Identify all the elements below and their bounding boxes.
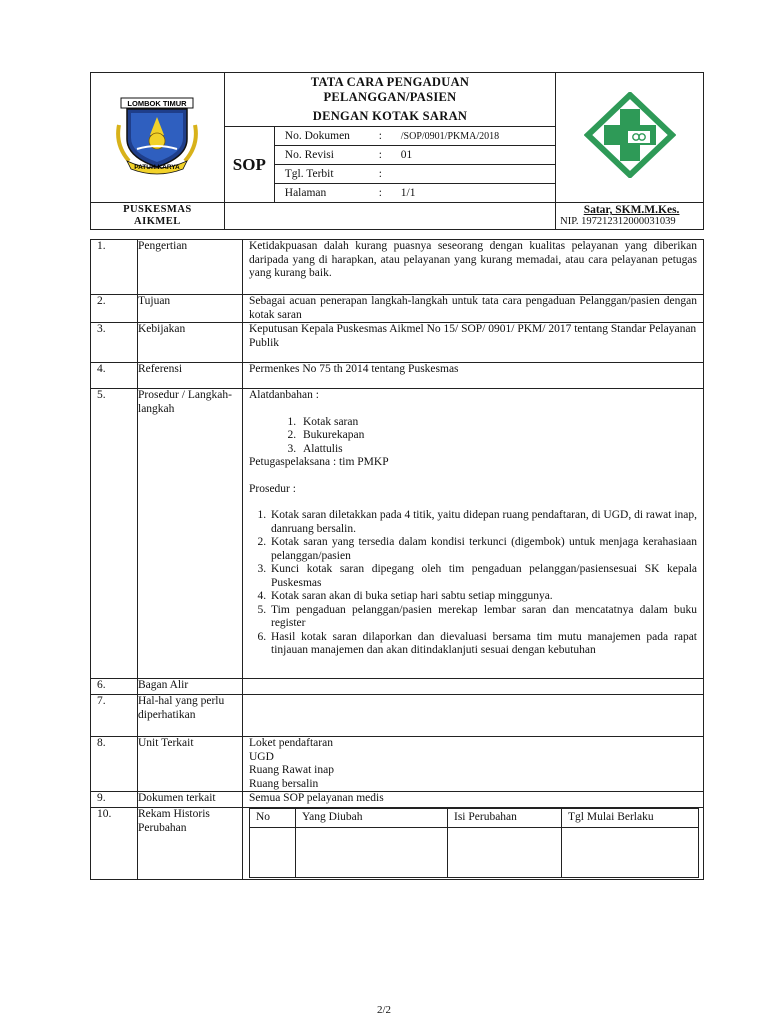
page-count: 1/1 xyxy=(400,187,416,200)
blank-footer-cell xyxy=(224,203,555,230)
signer-name: Satar, SKM.M.Kes. xyxy=(583,204,680,216)
list-item: 2. Bukurekapan xyxy=(299,429,697,443)
crest-ribbon-text: PATUH KARYA xyxy=(134,164,181,171)
table-row: 7. Hal-hal yang perlu diperhatikan xyxy=(91,695,704,737)
table-row: 10. Rekam Historis Perubahan No Yang Diubah Isi Perubahan Tgl Mulai Berlaku xyxy=(91,808,704,880)
table-row: 2. Tujuan Sebagai acuan penerapan langkah-langkah untuk tata cara pengaduan Pelanggan/pasien dengan kotak saran xyxy=(91,295,704,323)
table-row: 1. Pengertian Ketidakpuasan dalah kurang puasnya seseorang dengan kualitas pelayanan yang diberikan daripada yang di harapkan, atau pelayanan yang kurang memadai, atau cara pelayanan petugas yang kurang baik. xyxy=(91,240,704,295)
table-row: 8. Unit Terkait Loket pendaftaran UGD Ruang Rawat inap Ruang bersalin xyxy=(91,737,704,792)
column-header: Tgl Mulai Berlaku xyxy=(562,809,699,828)
list-item: 1. Kotak saran xyxy=(299,416,697,430)
tools-list xyxy=(249,416,697,457)
lombok-timur-crest-icon xyxy=(115,95,199,175)
document-meta: No. Dokumen : /SOP/0901/PKMA/2018 No. Revisi : 01 Tgl. Terbit : Halaman : 1/1 xyxy=(274,127,555,203)
list-item: 2. Kotak saran yang tersedia dalam kondisi terkunci (digembok) untuk menjaga kerahasiaan pelanggan/pasien xyxy=(269,536,697,563)
sop-label: SOP xyxy=(224,127,274,203)
list-item: 3. Kunci kotak saran dipegang oleh tim pengaduan pelanggan/pasiensesuai SK kepala Puskesmas xyxy=(269,563,697,590)
right-logo-cell xyxy=(556,73,704,203)
crest-top-text: LOMBOK TIMUR xyxy=(127,99,187,108)
table-row: 6. Bagan Alir xyxy=(91,679,704,695)
procedure-steps-list xyxy=(249,509,697,658)
puskesmas-green-cross-icon xyxy=(584,92,676,178)
procedure-row: 5. Prosedur / Langkah-langkah Alatdanbahan : 1. Kotak saran 2. Bukurekapan 3. Alattulis Petugaspelaksana : tim PMKP Prosedur : 1. Kotak saran diletakkan pada 4 titik, yaitu didepan ruang pendaftaran, di UGD, di rawat inap, danruang bersalin. 2. Kotak saran yang tersedia dalam kondisi terkunci (digembok) untuk menjaga kerahasiaan pelanggan/pasien 3. Kunci kotak saran dipegang oleh tim pengaduan pelanggan/pasiensesuai SK kepala Puskesmas 4. Kotak saran akan di buka setiap hari sabtu setiap minggunya. 5. Tim pengaduan pelanggan/pasien merekap lembar saran dan mencatatnya dalam buku register 6. Hasil kotak saran dilaporkan dan dievaluasi bersama tim mutu manajemen pada rapat tinjauan manajemen dan akan ditindaklanjuti sesuai dengan kebutuhan xyxy=(91,389,704,679)
signer-nip: NIP. 197212312000031039 xyxy=(560,216,676,227)
doc-number: /SOP/0901/PKMA/2018 xyxy=(400,130,500,142)
institution-name: PUSKESMAS AIKMEL xyxy=(91,203,225,230)
table-row: 4. Referensi Permenkes No 75 th 2014 tentang Puskesmas xyxy=(91,363,704,389)
related-units: Loket pendaftaran UGD Ruang Rawat inap Ruang bersalin xyxy=(243,737,704,792)
list-item: 5. Tim pengaduan pelanggan/pasien merekap lembar saran dan mencatatnya dalam buku register xyxy=(269,604,697,631)
list-item: 4. Kotak saran akan di buka setiap hari sabtu setiap minggunya. xyxy=(269,590,697,604)
table-row: 9. Dokumen terkait Semua SOP pelayanan medis xyxy=(91,792,704,808)
column-header: No xyxy=(250,809,296,828)
sop-content-table xyxy=(90,239,704,880)
list-item: 3. Alattulis xyxy=(299,443,697,457)
page-number: 2/2 xyxy=(376,1004,392,1016)
revision-number: 01 xyxy=(400,148,413,161)
list-item: 6. Hasil kotak saran dilaporkan dan dievaluasi bersama tim mutu manajemen pada rapat tinjauan manajemen dan akan ditindaklanjuti sesuai dengan kebutuhan xyxy=(269,631,697,658)
change-history-table xyxy=(249,808,699,878)
list-item: 1. Kotak saran diletakkan pada 4 titik, yaitu didepan ruang pendaftaran, di UGD, di rawat inap, danruang bersalin. xyxy=(269,509,697,536)
sop-header xyxy=(90,72,704,230)
column-header: Yang Diubah xyxy=(296,809,448,828)
procedure-content: Alatdanbahan : 1. Kotak saran 2. Bukurekapan 3. Alattulis Petugaspelaksana : tim PMKP Prosedur : 1. Kotak saran diletakkan pada 4 titik, yaitu didepan ruang pendaftaran, di UGD, di rawat inap, danruang bersalin. 2. Kotak saran yang tersedia dalam kondisi terkunci (digembok) untuk menjaga kerahasiaan pelanggan/pasien 3. Kunci kotak saran dipegang oleh tim pengaduan pelanggan/pasiensesuai SK kepala Puskesmas 4. Kotak saran akan di buka setiap hari sabtu setiap minggunya. 5. Tim pengaduan pelanggan/pasien merekap lembar saran dan mencatatnya dalam buku register 6. Hasil kotak saran dilaporkan dan dievaluasi bersama tim mutu manajemen pada rapat tinjauan manajemen dan akan ditindaklanjuti sesuai dengan kebutuhan xyxy=(243,389,704,679)
document-title: TATA CARA PENGADUAN PELANGGAN/PASIEN DENGAN KOTAK SARAN xyxy=(224,73,555,127)
column-header: Isi Perubahan xyxy=(448,809,562,828)
change-history-cell xyxy=(243,808,704,880)
signature-block xyxy=(556,203,704,230)
left-logo-cell xyxy=(91,73,225,203)
table-row: 3. Kebijakan Keputusan Kepala Puskesmas Aikmel No 15/ SOP/ 0901/ PKM/ 2017 tentang Standar Pelayanan Publik xyxy=(91,323,704,363)
